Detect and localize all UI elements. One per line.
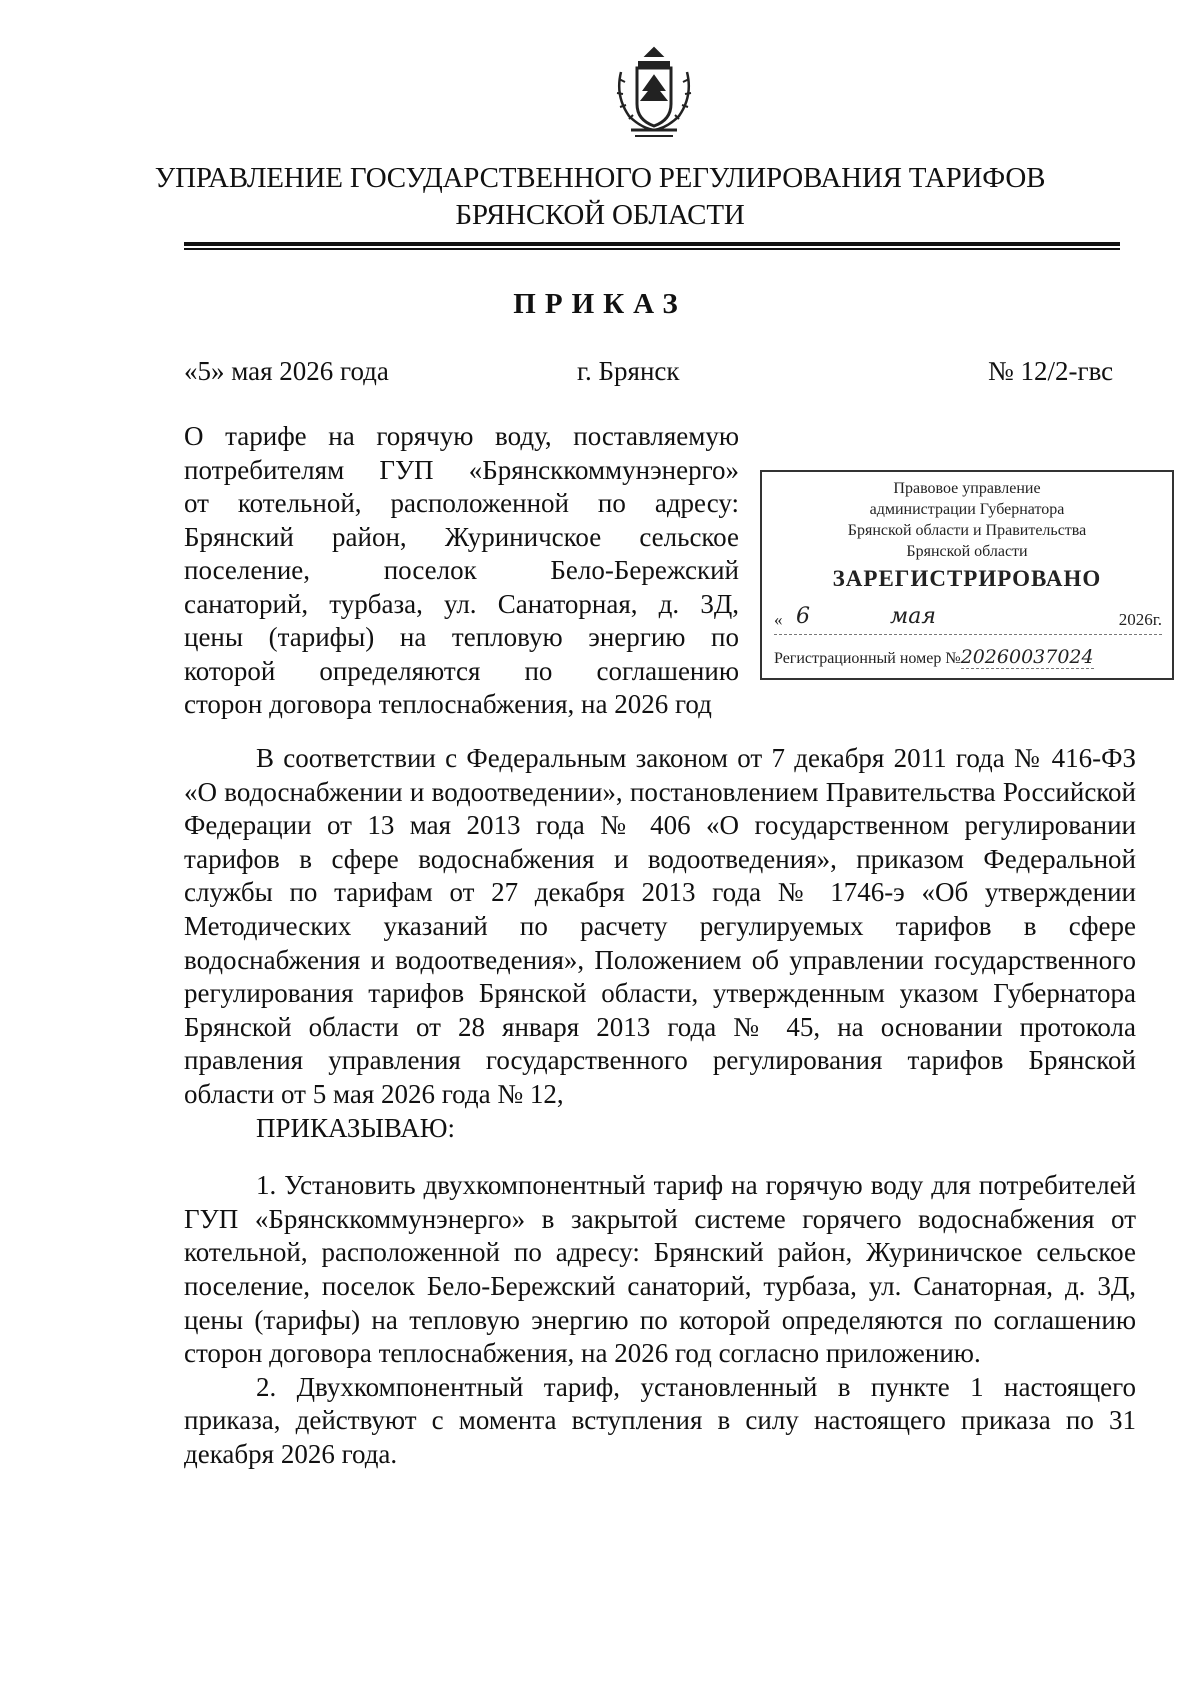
header-divider-thin [184,248,1120,250]
stamp-registration-number [774,646,1094,668]
stamp-date-month: мая [890,604,936,629]
organization-name [0,160,1200,234]
stamp-line-1: Правовое управление [893,480,1041,497]
organization-line-1: УПРАВЛЕНИЕ ГОСУДАРСТВЕННОГО РЕГУЛИРОВАНИЯ ТАРИФОВ [154,162,1046,194]
stamp-line-3: Брянской области и Правительства [847,522,1087,539]
document-number: № 12/2-гвс [988,356,1114,386]
subject-line: поселение, поселок Бело-Бережский [184,555,739,585]
stamp-line-2: администрации Губернатора [869,501,1065,518]
stamp-line-4: Брянской области [906,543,1028,560]
order-item-2: 2. Двухкомпонентный тариф, установленный в пункте 1 настоящего приказа, действуют с момента вступления в силу настоящего приказа по 31 декабря 2026 года. [184,1371,1136,1469]
stamp-date: « 6 мая 2026г. [774,608,1162,635]
order-heading: ПРИКАЗЫВАЮ: [256,1112,455,1143]
registration-stamp [760,470,1174,680]
subject-line: от котельной, расположенной по адресу: [184,488,739,518]
document-body [184,742,1136,1471]
document-subject [184,420,739,722]
document-title: ПРИКАЗ [513,288,687,320]
subject-line: сторон договора теплоснабжения, на 2026 год [184,689,712,719]
document-date: «5» мая 2026 года [184,356,389,386]
subject-line: которой определяются по соглашению [184,655,739,686]
organization-line-2: БРЯНСКОЙ ОБЛАСТИ [455,199,745,231]
order-item-1: 1. Установить двухкомпонентный тариф на горячую воду для потребителей ГУП «Брянсккоммунэнерго» в закрытой системе горячего водоснабжения от котельной, расположенной по адресу: Брянский район, Журиничское сельское поселение, поселок Бело-Бережский санаторий, турбаза, ул. Санаторная, д. 3Д, цены (тарифы) на тепловую энергию по которой определяются по соглашению сторон договора теплоснабжения, на 2026 год согласно приложению. [184,1170,1136,1369]
stamp-reg-number: 20260037024 [960,646,1094,668]
subject-line: О тарифе на горячую воду, поставляемую [184,421,739,451]
preamble-paragraph: В соответствии с Федеральным законом от 7 декабря 2011 года № 416-ФЗ «О водоснабжении и водоотведении», постановлением Правительства Российской Федерации от 13 мая 2013 года № 406 «О государственном регулировании тарифов в сфере водоснабжения и водоотведения», приказом Федеральной службы по тарифам от 27 декабря 2013 года № 1746-э «Об утверждении Методических указаний по расчету регулируемых тарифов в сфере водоснабжения и водоотведения», Положением об управлении государственного регулирования тарифов Брянской области, утвержденным указом Губернатора Брянской области от 28 января 2013 года № 45, на основании протокола правления управления государственного регулирования тарифов Брянской области от 5 мая 2026 года № 12, [184,743,1136,1109]
stamp-reg-label: Регистрационный номер № [774,650,961,667]
subject-line: цены (тарифы) на тепловую энергию по [184,622,739,652]
subject-line: Брянский район, Журиничское сельское [184,521,739,552]
document-city: г. Брянск [577,356,680,386]
subject-line: потребителям ГУП «Брянсккоммунэнерго» [184,454,739,485]
stamp-registered: ЗАРЕГИСТРИРОВАНО [832,566,1102,591]
coat-of-arms-icon [613,42,695,142]
stamp-date-year: 2026г. [1118,610,1162,629]
subject-line: санаторий, турбаза, ул. Санаторная, д. 3Д, [184,588,739,619]
stamp-date-day: 6 [796,604,810,629]
header-divider-thick [184,242,1120,246]
